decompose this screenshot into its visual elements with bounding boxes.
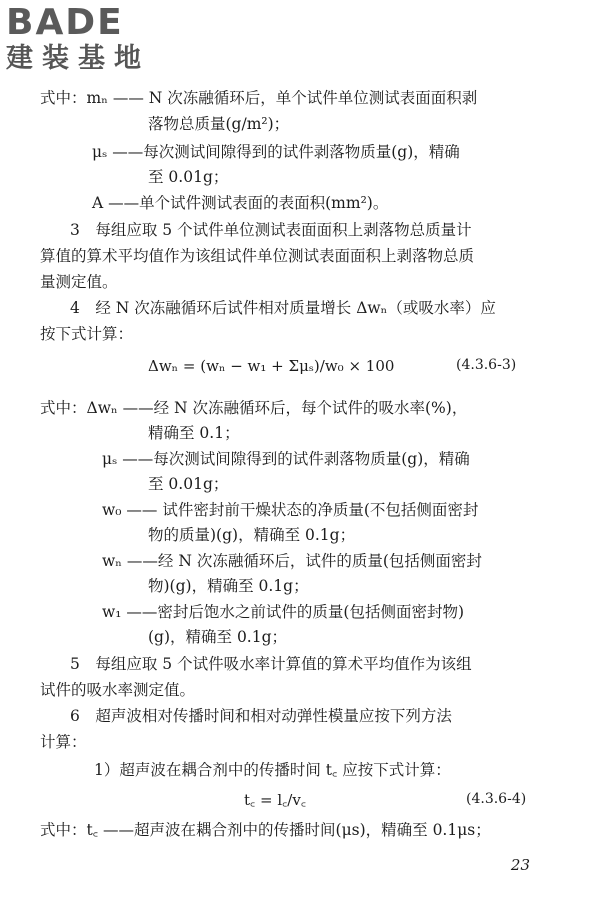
logo-chinese: 建装基地 (6, 43, 150, 74)
text-line: 5 每组应取 5 个试件吸水率计算值的算术平均值作为该组 (70, 655, 472, 673)
text-line: 4 经 N 次冻融循环后试件相对质量增长 Δwₙ（或吸水率）应 (70, 299, 496, 317)
text-line: 物)(g)，精确至 0.1g； (148, 577, 309, 595)
text-line: μₛ ——每次测试间隙得到的试件剥落物质量(g)，精确 (102, 450, 470, 468)
page-number: 23 (510, 856, 530, 874)
text-line: 计算： (40, 733, 87, 751)
formula-water-absorption: Δwₙ = (wₙ − w₁ + Σμₛ)/w₀ × 100 (148, 357, 395, 375)
text-line: μₛ ——每次测试间隙得到的试件剥落物质量(g)，精确 (92, 143, 460, 161)
text-line: (g)，精确至 0.1g； (148, 628, 288, 646)
text-line: 3 每组应取 5 个试件单位测试表面面积上剥落物总质量计 (70, 221, 472, 239)
logo (6, 4, 150, 74)
text-line: 至 0.01g； (148, 168, 229, 186)
text-line: A ——单个试件测试表面的表面积(mm²)。 (92, 194, 389, 212)
text-line: w₁ ——密封后饱水之前试件的质量(包括侧面密封物) (102, 603, 465, 621)
text-line: 6 超声波相对传播时间和相对动弹性模量应按下列方法 (70, 707, 452, 725)
text-line: 量测定值。 (40, 273, 118, 291)
text-line: 算值的算术平均值作为该组试件单位测试表面面积上剥落物总质 (40, 247, 475, 265)
text-line: 物的质量)(g)，精确至 0.1g； (148, 526, 356, 544)
text-line: 至 0.01g； (148, 475, 229, 493)
text-line: 按下式计算： (40, 325, 134, 343)
formula-coupling-time: t꜀ = l꜀/v꜀ (244, 791, 307, 809)
text-line: 式中：t꜀ ——超声波在耦合剂中的传播时间(μs)，精确至 0.1μs； (40, 821, 491, 839)
text-line: 式中：mₙ —— N 次冻融循环后，单个试件单位测试表面面积剥 (40, 89, 478, 107)
equation-number: (4.3.6-3) (456, 357, 517, 373)
text-line: wₙ ——经 N 次冻融循环后，试件的质量(包括侧面密封 (102, 552, 482, 570)
logo-wordmark: BADE (6, 2, 124, 43)
text-line: 试件的吸水率测定值。 (40, 681, 196, 699)
text-line: 1）超声波在耦合剂中的传播时间 t꜀ 应按下式计算： (94, 761, 451, 779)
equation-number: (4.3.6-4) (466, 791, 527, 807)
text-line: 式中：Δwₙ ——经 N 次冻融循环后，每个试件的吸水率(%)， (40, 399, 468, 417)
text-line: w₀ —— 试件密封前干燥状态的净质量(不包括侧面密封 (102, 501, 479, 519)
text-line: 落物总质量(g/m²)； (148, 115, 290, 133)
text-line: 精确至 0.1； (148, 424, 240, 442)
